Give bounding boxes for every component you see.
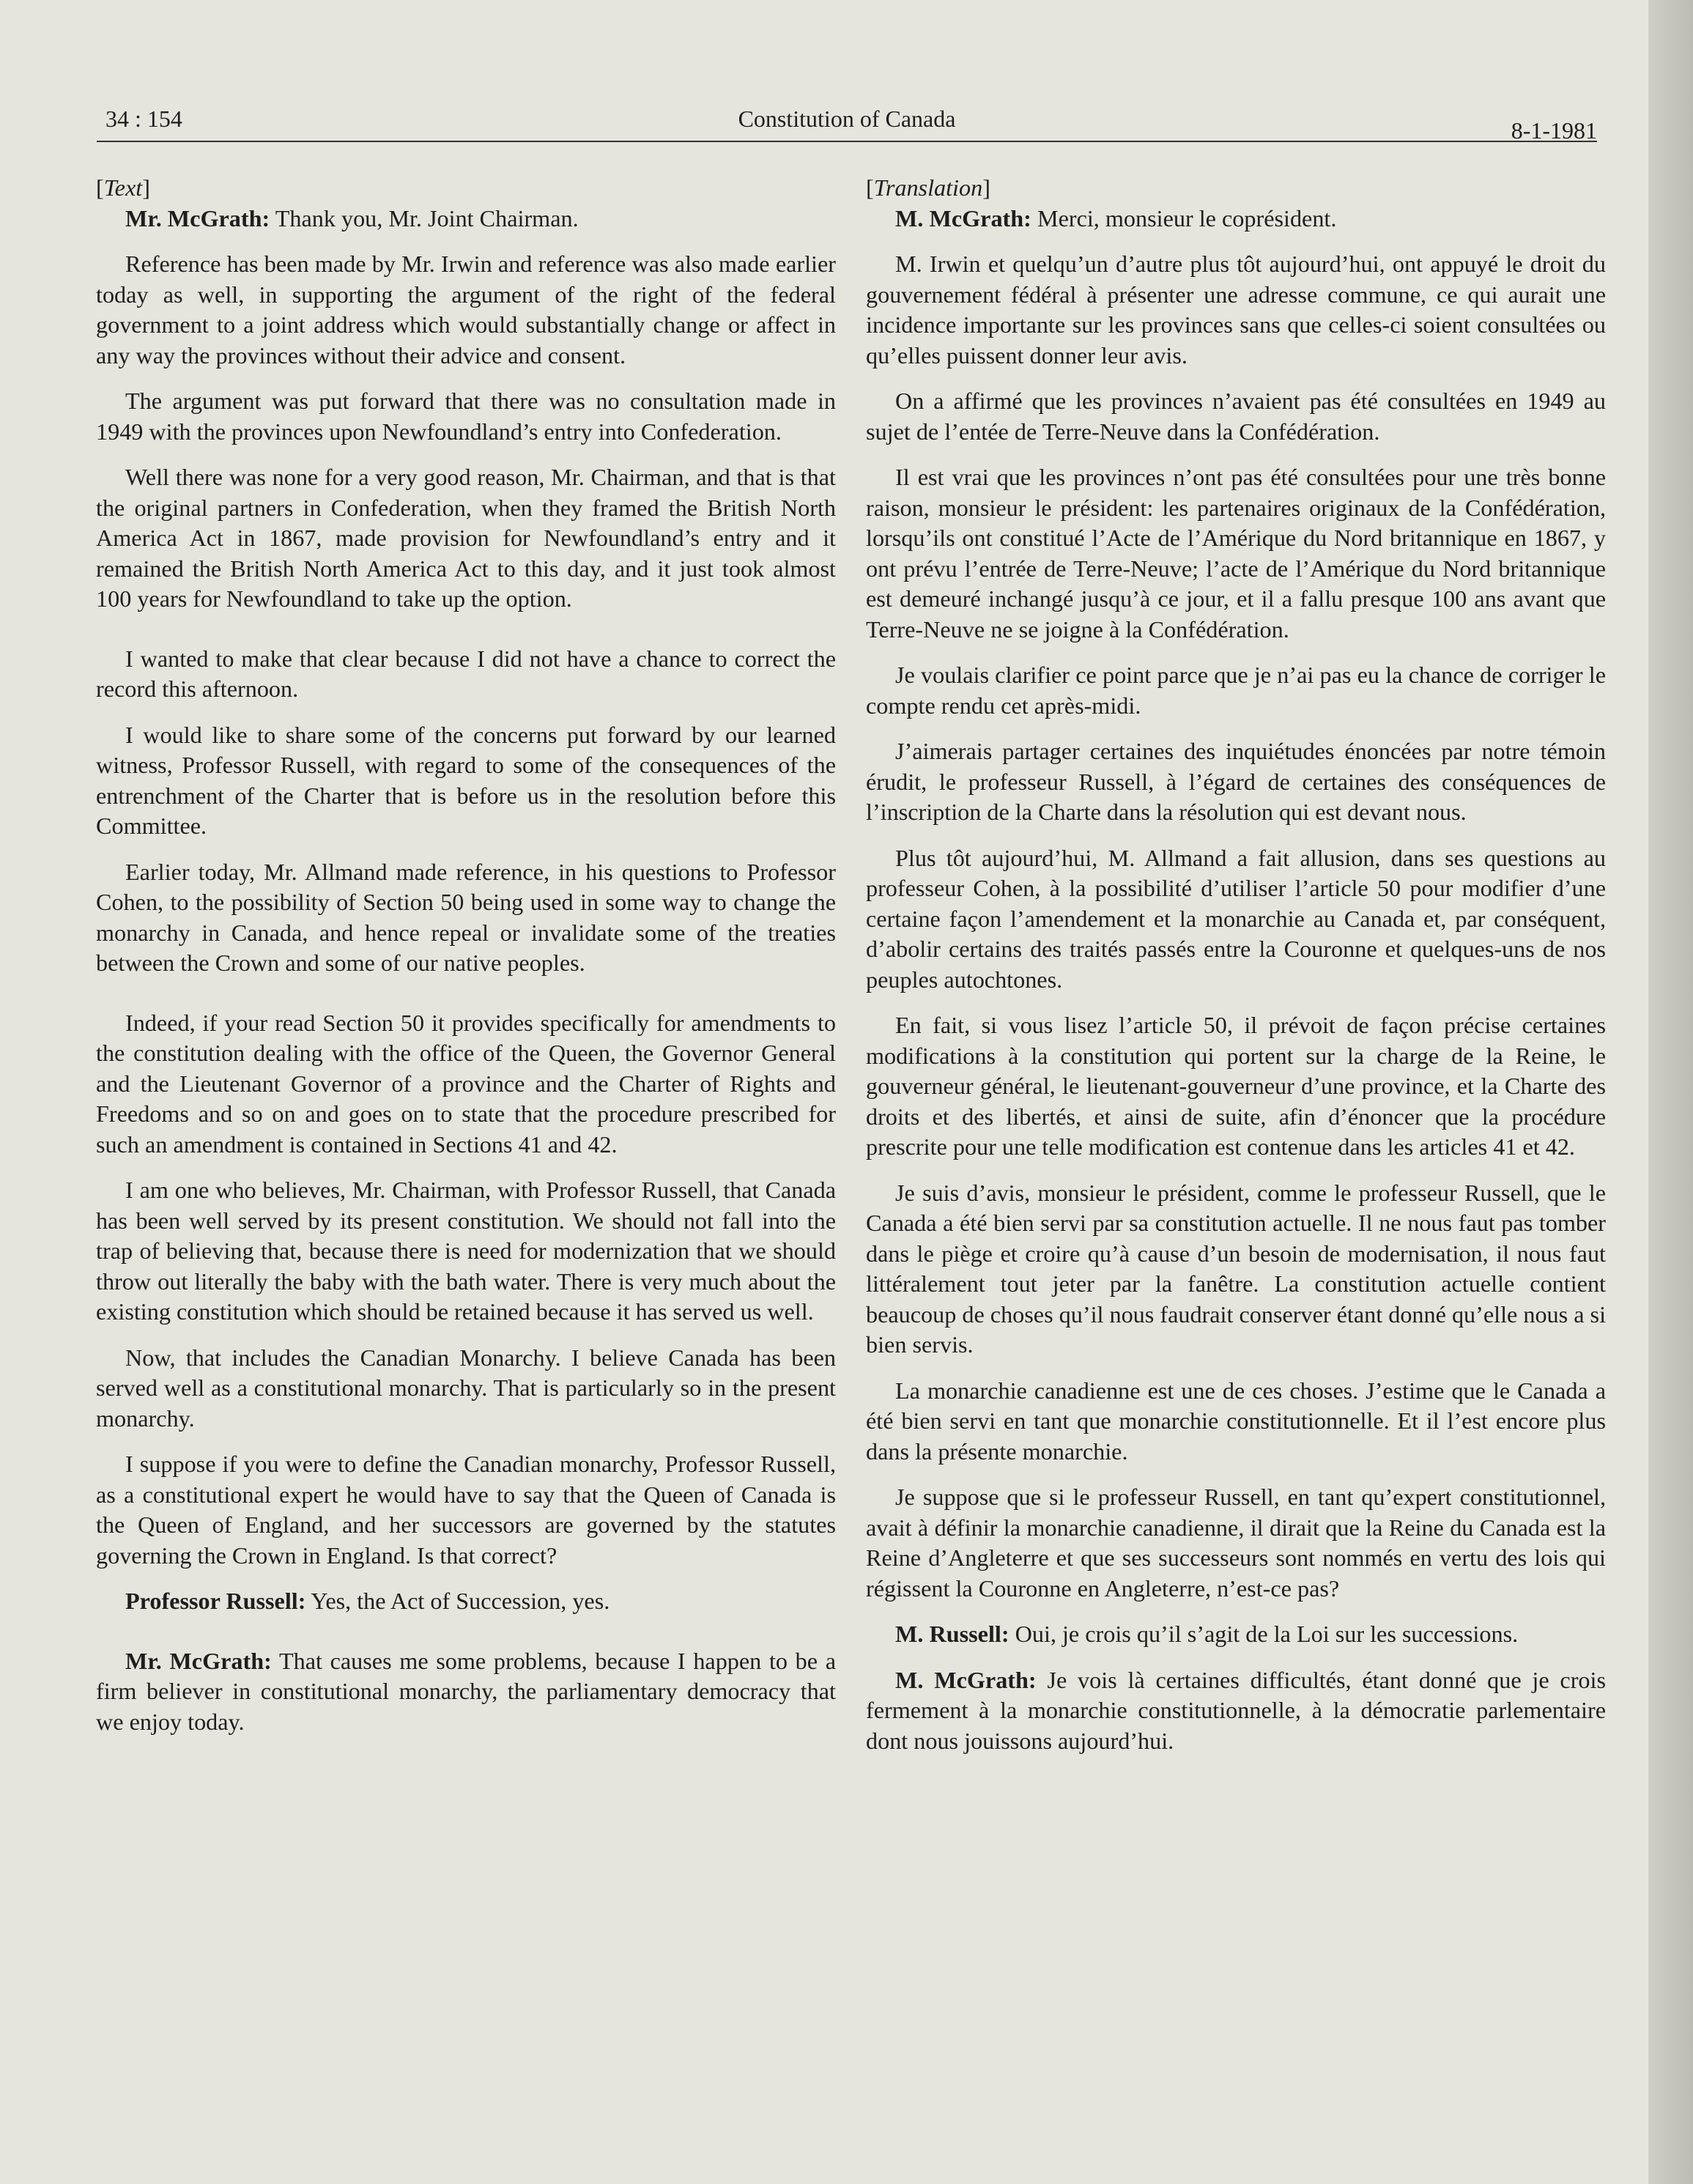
page-number: 34 : 154 (105, 106, 182, 132)
paragraph (866, 1619, 1606, 1650)
speaker-name: Mr. McGrath: (125, 1647, 272, 1674)
english-column (96, 173, 836, 1752)
section-tag: [Text] (96, 174, 150, 201)
section-tag-label: Translation (873, 174, 983, 201)
document-date: 8-1-1981 (1511, 117, 1597, 144)
speaker-name: M. Russell: (895, 1621, 1009, 1647)
speech-text: Oui, je crois qu’il s’agit de la Loi sur les successions. (1009, 1621, 1519, 1647)
paragraph: On a affirmé que les provinces n’avaient pas été consultées en 1949 au sujet de l’entée de Terre-Neuve dans la Confédération. (866, 388, 1606, 445)
paragraph: Well there was none for a very good reason, Mr. Chairman, and that is that the original partners in Confederation, when they framed the British North America Act in 1867, made provision for Newfoundland’s entry and it remained the British North America Act to this day, and it just took almost 100 years for Newfoundland to take up the option. (96, 464, 836, 612)
paragraph (866, 1665, 1606, 1757)
page-header (97, 101, 1597, 145)
paragraph: Earlier today, Mr. Allmand made reference, in his questions to Professor Cohen, to the possibility of Section 50 being used in some way to change the monarchy in Canada, and hence repeal or invalidate some of the treaties between the Crown and some of our native peoples. (96, 858, 836, 976)
header-rule (97, 141, 1597, 142)
paragraph: I wanted to make that clear because I did not have a chance to correct the record this afternoon. (96, 645, 836, 702)
paragraph: Je suis d’avis, monsieur le président, comme le professeur Russell, que le Canada a été bien servi par sa constitution actuelle. Il ne nous faut pas tomber dans le piège et croire qu’à cause d’un besoin de modernisation, il nous faut littéralement tout jeter par la fanêtre. La constitution actuelle contient beaucoup de choses qu’il nous faudrait conserver étant donné qu’elle nous a si bien servis. (866, 1179, 1607, 1358)
paragraph (96, 204, 836, 234)
paragraph (96, 1586, 836, 1617)
paragraph: I am one who believes, Mr. Chairman, with Professor Russell, that Canada has been well served by its present constitution. We should not fall into the trap of believing that, because there is need for modernization that we should throw out literally the baby with the bath water. There is very much about the existing constitution which should be retained because it has served us well. (96, 1177, 836, 1325)
speech-text: That causes me some problems, because I happen to be a firm believer in constitutional monarchy, the parliamentary democracy that we enjoy today. (96, 1647, 836, 1735)
speech-text: Yes, the Act of Succession, yes. (305, 1588, 610, 1614)
paragraph: J’aimerais partager certaines des inquiétudes énoncées par notre témoin érudit, le professeur Russell, à l’égard de certaines des conséquences de l’inscription de la Charte dans la résolution qui est devant nous. (866, 738, 1606, 825)
paragraph: En fait, si vous lisez l’article 50, il prévoit de façon précise certaines modifications à la constitution qui portent sur la charge de la Reine, le gouverneur général, le lieutenant-gouverneur d’une province, et la Charte des droits et des libertés, et ainsi de suite, afin d’énoncer que la procédure prescrite pour une telle modification est contenue dans les articles 41 et 42. (866, 1012, 1606, 1160)
speech-text: Merci, monsieur le coprésident. (1031, 204, 1337, 232)
paragraph (866, 204, 1606, 234)
speaker-name: M. McGrath: (895, 204, 1031, 232)
document-title: Constitution of Canada (738, 106, 956, 132)
paragraph: Reference has been made by Mr. Irwin and reference was also made earlier today as well, in supporting the argument of the right of the federal government to a joint address which would substantially change or affect in any way the provinces without their advice and consent. (96, 251, 836, 369)
paragraph: Indeed, if your read Section 50 it provides specifically for amendments to the constitution dealing with the office of the Queen, the Governor General and the Lieutenant Governor of a province and the Charter of Rights and Freedoms and so on and goes on to state that the procedure prescribed for such an amendment is contained in Sections 41 and 42. (96, 1009, 836, 1158)
speaker-name: M. McGrath: (895, 1666, 1037, 1693)
paragraph: La monarchie canadienne est une de ces choses. J’estime que le Canada a été bien servi en tant que monarchie constitutionnelle. Et il l’est encore plus dans la présente monarchie. (866, 1377, 1606, 1465)
speech-text: Thank you, Mr. Joint Chairman. (270, 204, 579, 232)
paragraph: Il est vrai que les provinces n’ont pas été consultées pour une très bonne raison, monsieur le président: les partenaires originaux de la Confédération, lorsqu’ils ont constitué l’Acte de l’Amérique du Nord britannique en 1867, y ont prévu l’entrée de Terre-Neuve; l’acte de l’Amérique du Nord britannique est demeuré inchangé jusqu’à ce jour, et il a fallu presque 100 ans avant que Terre-Neuve ne se joigne à la Confédération. (866, 464, 1606, 643)
paragraph: The argument was put forward that there was no consultation made in 1949 with the provinces upon Newfoundland’s entry into Confederation. (96, 388, 836, 445)
section-tag-label: Text (103, 174, 143, 201)
paragraph: I would like to share some of the concerns put forward by our learned witness, Professor Russell, with regard to some of the consequences of the entrenchment of the Charter that is before us in the resolution before this Committee. (96, 721, 836, 839)
paragraph: Plus tôt aujourd’hui, M. Allmand a fait allusion, dans ses questions au professeur Cohen, à la possibilité d’utiliser l’article 50 pour modifier d’une certaine façon l’amendement et la monarchie au Canada et, par conséquent, d’abolir certains des traités passés entre la Couronne et quelques-uns de nos peuples autochtones. (866, 844, 1606, 993)
page-edge (1648, 0, 1693, 2184)
speaker-name: Mr. McGrath: (125, 204, 270, 232)
paragraph: Je voulais clarifier ce point parce que je n’ai pas eu la chance de corriger le compte rendu cet après-midi. (866, 662, 1606, 719)
section-tag: [Translation] (866, 174, 990, 201)
speaker-name: Professor Russell: (125, 1588, 306, 1614)
french-column (866, 173, 1606, 1772)
paragraph: Now, that includes the Canadian Monarchy. I believe Canada has been served well as a constitutional monarchy. That is particularly so in the present monarchy. (96, 1344, 836, 1432)
speech-text: Je vois là certaines difficultés, étant donné que je crois fermement à la monarchie constitutionnelle, à la démocratie parlementaire dont nous jouissons aujourd’hui. (866, 1666, 1606, 1754)
paragraph: I suppose if you were to define the Canadian monarchy, Professor Russell, as a constitutional expert he would have to say that the Queen of Canada is the Queen of England, and her successors are governed by the statutes governing the Crown in England. Is that correct? (96, 1451, 836, 1569)
paragraph: Je suppose que si le professeur Russell, en tant qu’expert constitutionnel, avait à définir la monarchie canadienne, il dirait que la Reine du Canada est la Reine d’Angleterre et que ses successeurs sont nommés en vertu des lois qui régissent la Couronne en Angleterre, n’est-ce pas? (866, 1484, 1606, 1602)
paragraph (96, 1646, 836, 1738)
paragraph: M. Irwin et quelqu’un d’autre plus tôt aujourd’hui, ont appuyé le droit du gouvernement fédéral à présenter une adresse commune, ce qui aurait une incidence importante sur les provinces sans que celles-ci soient consultées ou qu’elles puissent donner leur avis. (866, 251, 1606, 369)
